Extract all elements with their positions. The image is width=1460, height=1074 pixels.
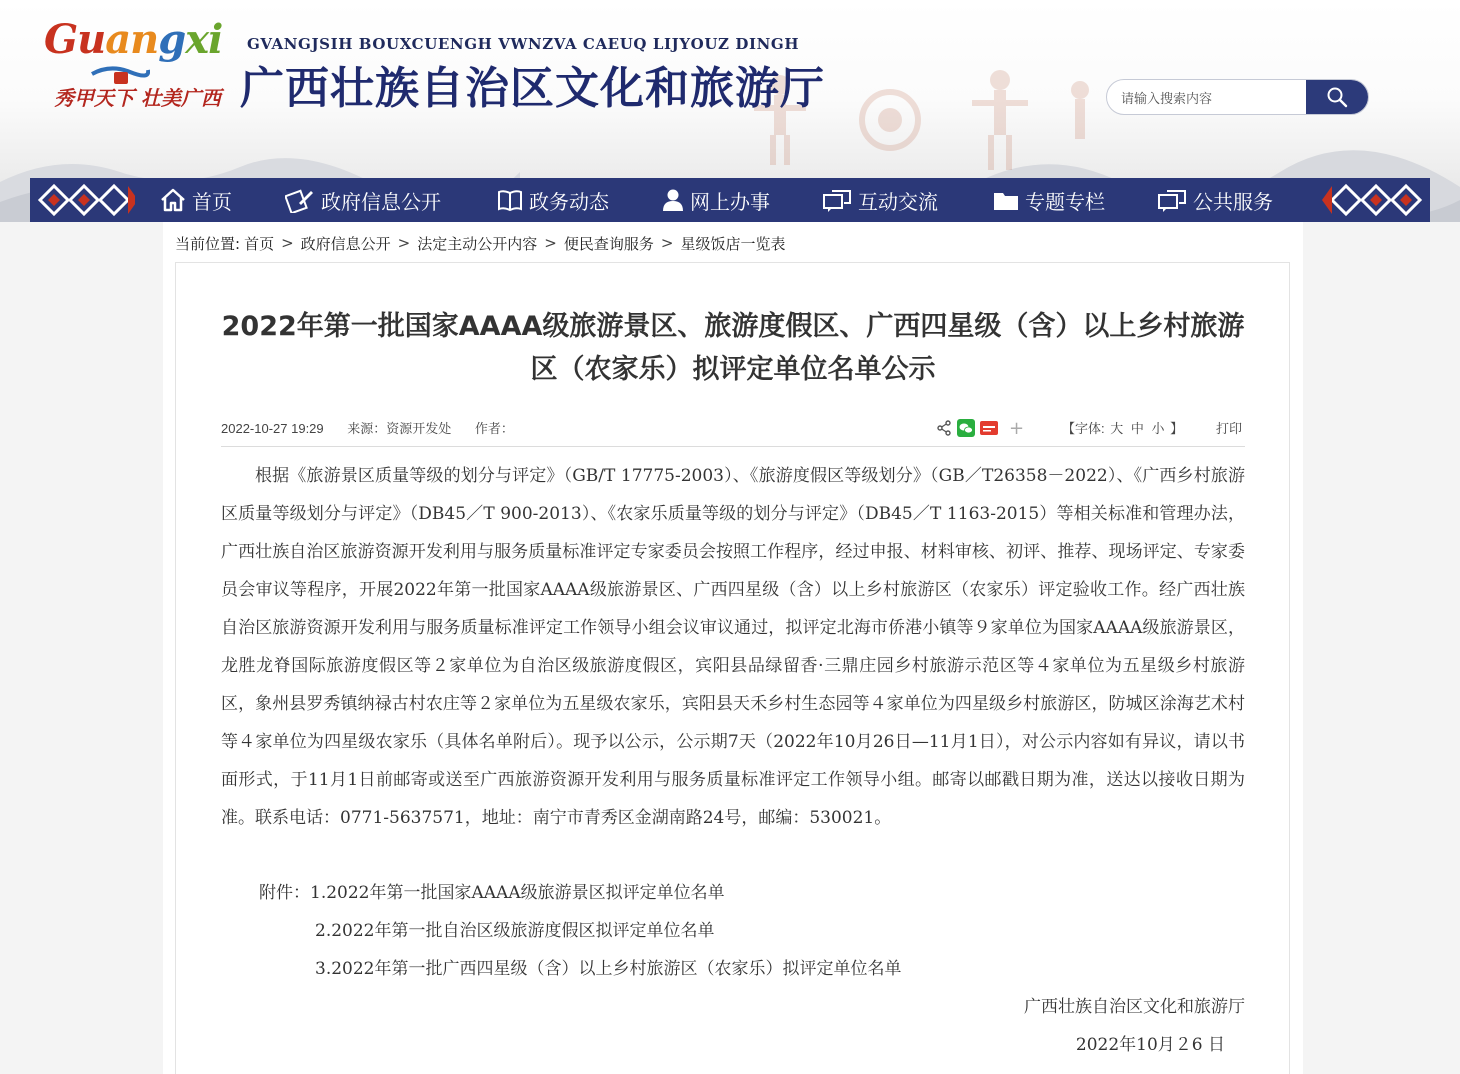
search-icon xyxy=(1326,86,1348,108)
nav-ornament-left xyxy=(30,178,138,222)
breadcrumb-link-gov-info[interactable]: 政府信息公开 xyxy=(300,234,391,253)
publish-datetime: 2022-10-27 19:29 xyxy=(221,421,324,436)
nav-label: 公共服务 xyxy=(1193,189,1273,214)
breadcrumb-link-home[interactable]: 首页 xyxy=(244,234,275,253)
toutiao-icon[interactable] xyxy=(980,421,998,435)
logo-word-part: an xyxy=(105,16,159,63)
font-size-medium[interactable]: 中 xyxy=(1130,421,1144,436)
article-title: 2022年第一批国家AAAA级旅游景区、旅游度假区、广西四星级（含）以上乡村旅游区（农家乐）拟评定单位名单公示 xyxy=(221,311,1245,385)
attachments xyxy=(259,874,901,988)
nav-label: 首页 xyxy=(192,189,232,214)
home-icon xyxy=(160,188,186,212)
signature-date: 2022年10月２6 日 xyxy=(1075,1035,1225,1055)
folder-icon xyxy=(993,189,1019,211)
nav-item-interaction[interactable] xyxy=(822,178,938,222)
logo-slogan: 秀甲天下 壮美广西 xyxy=(54,86,221,110)
nav-item-special-topics[interactable] xyxy=(993,178,1105,222)
breadcrumb-link-convenience[interactable]: 便民查询服务 xyxy=(563,234,654,253)
logo-word-part: g xyxy=(158,16,186,63)
article-source: 来源：资源开发处 xyxy=(347,421,452,436)
nav-item-public-services[interactable] xyxy=(1157,178,1273,222)
nav-label: 网上办事 xyxy=(690,189,770,214)
breadcrumb-separator: > xyxy=(397,234,411,252)
document-pen-icon xyxy=(285,187,315,213)
font-size-label-close: 】 xyxy=(1170,421,1184,436)
attachment-item[interactable]: 2.2022年第一批自治区级旅游度假区拟评定单位名单 xyxy=(315,921,715,941)
share-bar xyxy=(936,418,1024,438)
logo-word-part: Gu xyxy=(44,16,106,63)
font-size-switcher xyxy=(1062,418,1183,437)
breadcrumb-separator: > xyxy=(660,234,674,252)
nav-label: 专题专栏 xyxy=(1025,189,1105,214)
breadcrumb-separator: > xyxy=(544,234,557,252)
nav-item-online-services[interactable] xyxy=(662,178,770,222)
user-icon xyxy=(662,188,684,212)
attachment-line xyxy=(259,874,901,912)
search-button[interactable] xyxy=(1306,80,1368,114)
wechat-icon[interactable] xyxy=(957,419,975,437)
nav-ornament-right xyxy=(1322,178,1430,222)
font-size-large[interactable]: 大 xyxy=(1110,421,1124,436)
logo-wordmark xyxy=(44,16,222,63)
more-share-icon[interactable]: + xyxy=(1009,417,1025,439)
breadcrumb xyxy=(175,232,785,254)
nav-label: 政务动态 xyxy=(529,189,609,214)
breadcrumb-link-statutory[interactable]: 法定主动公开内容 xyxy=(417,234,538,253)
signature-organization: 广西壮族自治区文化和旅游厅 xyxy=(1024,997,1245,1017)
breadcrumb-link-star-hotels[interactable]: 星级饭店一览表 xyxy=(680,234,786,253)
article-author: 作者： xyxy=(474,421,514,436)
guangxi-logo[interactable] xyxy=(38,12,230,112)
nav-item-gov-news[interactable] xyxy=(497,178,609,222)
attachment-item[interactable]: 3.2022年第一批广西四星级（含）以上乡村旅游区（农家乐）拟评定单位名单 xyxy=(315,959,902,979)
breadcrumb-prefix: 当前位置: xyxy=(175,234,241,253)
article-meta xyxy=(221,418,534,437)
print-button[interactable]: 打印 xyxy=(1216,421,1243,436)
breadcrumb-separator: > xyxy=(281,234,294,252)
article-paragraph: 根据《旅游景区质量等级的划分与评定》（GB/T 17775-2003）、《旅游度假区等级划分》（GB／T26358－2022）、《广西乡村旅游区质量等级划分与评定》（DB45／T 900-2013）、《农家乐质量等级的划分与评定》（DB45／T 1163-2015）等相关标准和管理办法，广西壮族自治区旅游资源开发利用与服务质量标准评定专家委员会按照工作程序，经过申报、材料审核、初评、推荐、现场评定、专家委员会审议等程序，开展2022年第一批国家AAAA级旅游景区、广西四星级（含）以上乡村旅游区（农家乐）评定验收工作。经广西壮族自治区旅游资源开发利用与服务质量标准评定工作领导小组会议审议通过，拟评定北海市侨港小镇等９家单位为国家AAAA级旅游景区，龙胜龙脊国际旅游度假区等２家单位为自治区级旅游度假区，宾阳县品绿留香·三鼎庄园乡村旅游示范区等４家单位为五星级乡村旅游区，象州县罗秀镇纳禄古村农庄等２家单位为五星级农家乐，宾阳县天禾乡村生态园等４家单位为四星级乡村旅游区，防城区涂海艺术村等４家单位为四星级农家乐（具体名单附后）。现予以公示，公示期7天（2022年10月26日—11月1日），对公示内容如有异议，请以书面形式，于11月1日前邮寄或送至广西旅游资源开发利用与服务质量标准评定工作领导小组。邮寄以邮戳日期为准，送达以接收日期为准。联系电话：0771-5637571，地址：南宁市青秀区金湖南路24号，邮编：530021。 xyxy=(221,466,1245,828)
signature-block xyxy=(1024,988,1245,1064)
nav-item-gov-info[interactable] xyxy=(285,178,441,222)
font-size-label-open: 【字体: xyxy=(1062,421,1105,436)
meta-divider xyxy=(221,446,1245,447)
article-body xyxy=(221,457,1245,837)
main-navigation xyxy=(135,178,1322,222)
chat-icon xyxy=(1157,188,1187,212)
attachment-item[interactable]: 1.2022年第一批国家AAAA级旅游景区拟评定单位名单 xyxy=(310,883,725,903)
nav-item-home[interactable] xyxy=(160,178,232,222)
font-size-small[interactable]: 小 xyxy=(1151,421,1165,436)
nav-label: 政府信息公开 xyxy=(321,189,441,214)
nav-label: 互动交流 xyxy=(858,189,938,214)
site-name-english: GVANGJSIH BOUXCUENGH VWNZVA CAEUQ LIJYOUZ DINGH xyxy=(247,35,800,53)
attachments-label: 附件： xyxy=(259,883,310,903)
logo-word-part: xi xyxy=(185,16,223,63)
book-icon xyxy=(497,188,523,212)
chat-icon xyxy=(822,188,852,212)
share-icon[interactable] xyxy=(936,420,952,436)
search-box xyxy=(1106,79,1369,115)
search-input[interactable] xyxy=(1107,80,1319,115)
site-name-chinese[interactable]: 广西壮族自治区文化和旅游厅 xyxy=(240,63,825,114)
